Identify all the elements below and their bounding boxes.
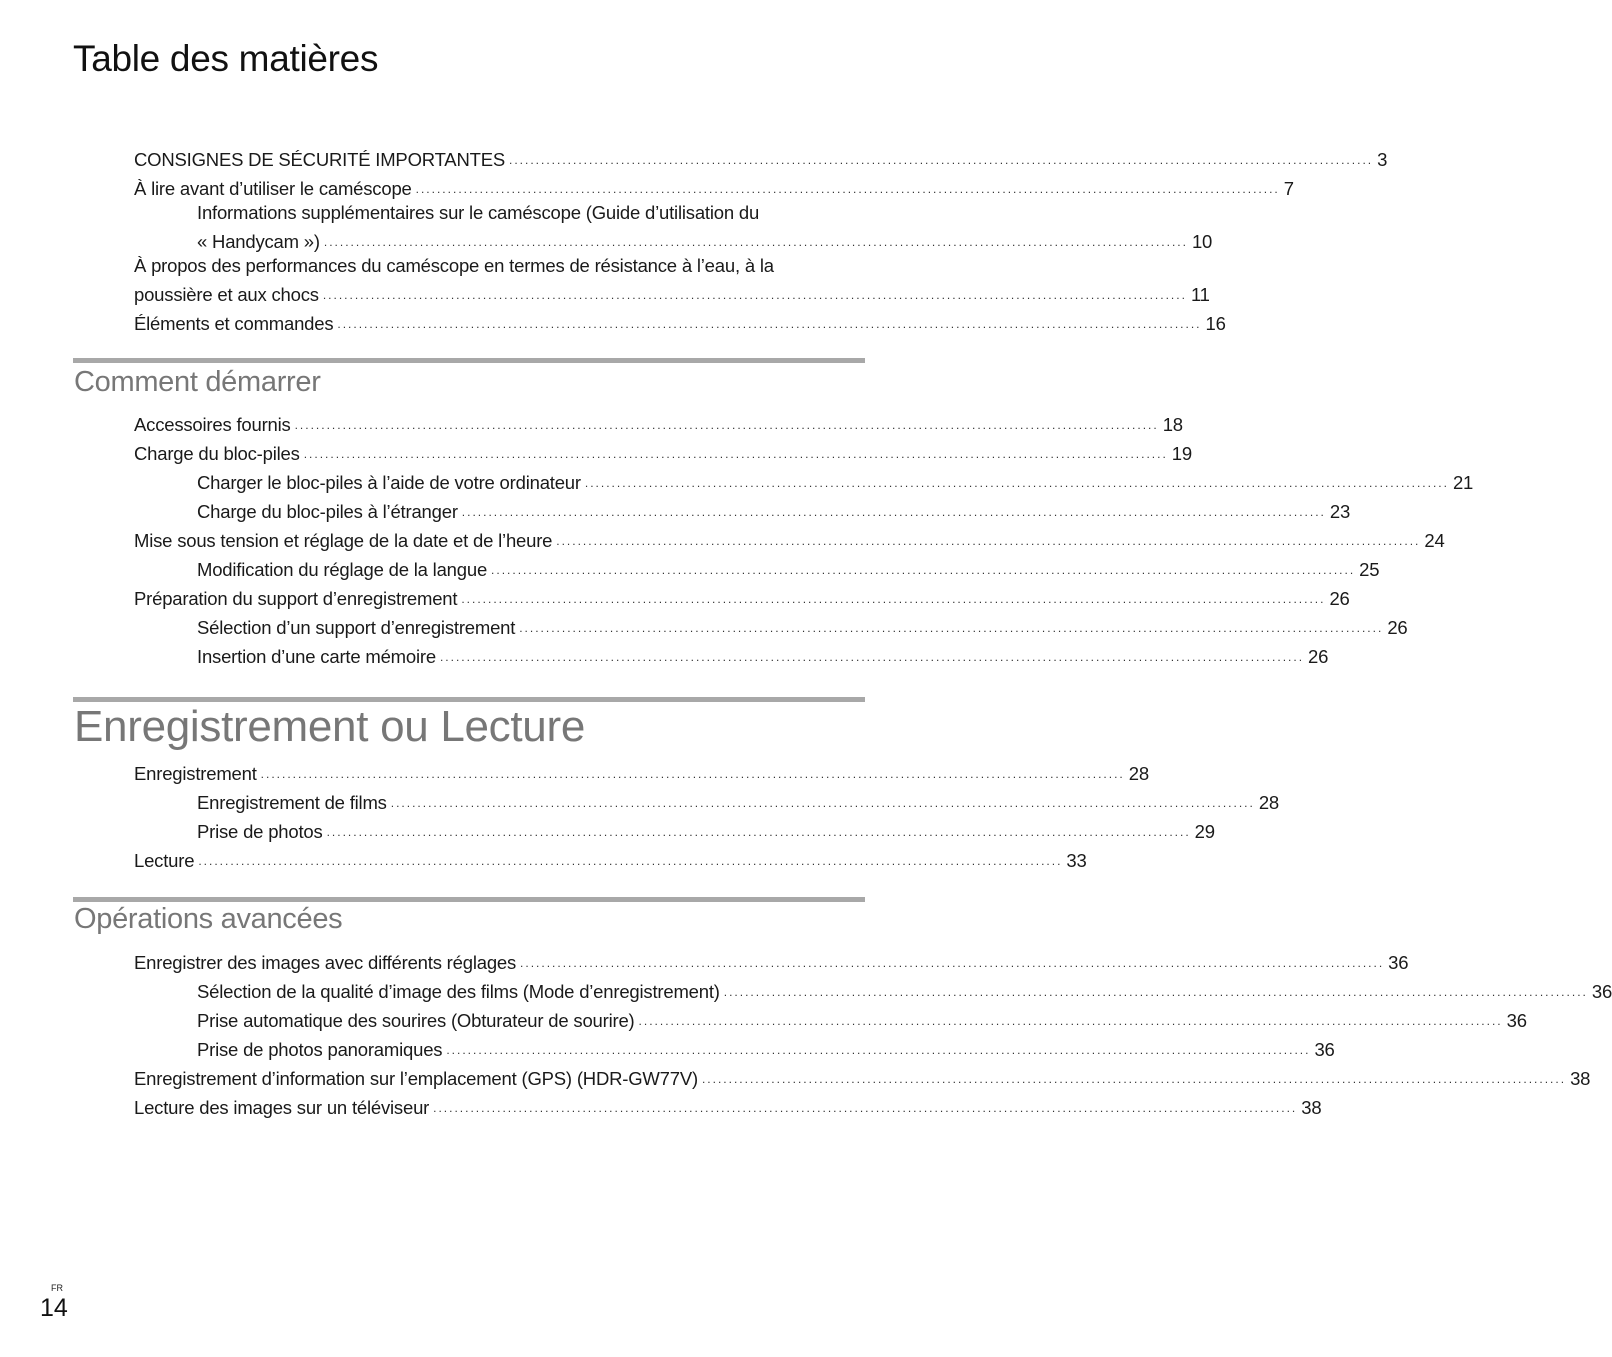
toc-entry-page: 18 (1162, 414, 1183, 435)
toc-entry[interactable] (134, 1004, 1527, 1033)
leader-dots: .................................................................................................................................................................. (323, 235, 1188, 249)
toc-entry[interactable] (134, 437, 1192, 466)
toc-entry-title: Prise de photos panoramiques (197, 1039, 443, 1060)
toc-entry[interactable] (134, 975, 1612, 1004)
section-title: Opérations avancées (74, 903, 343, 935)
leader-dots: .................................................................................................................................................................. (520, 956, 1385, 970)
toc-entry-page: 26 (1329, 588, 1350, 609)
toc-entry[interactable] (134, 524, 1445, 553)
leader-dots: .................................................................................................................................................................. (461, 505, 1326, 519)
toc-entry[interactable] (134, 946, 1409, 975)
leader-dots: .................................................................................................................................................................. (439, 650, 1305, 664)
toc-entry-title: À lire avant d’utiliser le caméscope (134, 178, 412, 199)
toc-entry-title: Enregistrement d’information sur l’emplacement (GPS) (HDR-GW77V) (134, 1068, 698, 1089)
toc-entry[interactable] (134, 1062, 1591, 1091)
toc-entry-page: 23 (1329, 501, 1351, 522)
leader-dots: .................................................................................................................................................................. (519, 621, 1384, 635)
toc-entry[interactable] (134, 582, 1350, 611)
toc-entry-title: Enregistrer des images avec différents réglages (134, 952, 517, 973)
toc-entry-title: Lecture (134, 850, 195, 871)
toc-entry-title: Mise sous tension et réglage de la date et de l’heure (134, 530, 553, 551)
toc-entry-page: 38 (1301, 1097, 1322, 1118)
toc-entry-page: 25 (1359, 559, 1380, 580)
toc-entry-title: CONSIGNES DE SÉCURITÉ IMPORTANTES (134, 149, 505, 170)
toc-entry-title: Lecture des images sur un téléviseur (134, 1097, 430, 1118)
leader-dots: .................................................................................................................................................................. (326, 825, 1191, 839)
toc-entry[interactable] (134, 844, 1087, 873)
footer-language-code: FR (51, 1283, 63, 1293)
toc-entry-page: 24 (1424, 530, 1445, 551)
toc-entry-page: 28 (1128, 763, 1149, 784)
toc-entry-title: Insertion d’une carte mémoire (197, 646, 436, 667)
toc-entry-page: 7 (1283, 178, 1294, 199)
toc-entry[interactable] (134, 1091, 1322, 1120)
leader-dots: .................................................................................................................................................................. (322, 288, 1187, 302)
toc-entry[interactable] (134, 172, 1294, 201)
toc-entry[interactable] (134, 408, 1183, 437)
toc-entry[interactable] (134, 254, 1210, 307)
toc-entry[interactable] (134, 1033, 1335, 1062)
section-title: Comment démarrer (74, 366, 321, 398)
toc-entry-page: 38 (1570, 1068, 1591, 1089)
section-divider (73, 358, 865, 363)
toc-entry-title: Enregistrement (134, 763, 257, 784)
leader-dots: .................................................................................................................................................................. (390, 796, 1255, 810)
toc-entry-page: 29 (1194, 821, 1215, 842)
toc-entry-page: 33 (1066, 850, 1087, 871)
leader-dots: .................................................................................................................................................................. (491, 563, 1356, 577)
toc-entry-title: Modification du réglage de la langue (197, 559, 488, 580)
leader-dots: .................................................................................................................................................................. (509, 153, 1374, 167)
leader-dots: .................................................................................................................................................................. (198, 854, 1063, 868)
toc-entry-title: Informations supplémentaires sur le caméscope (Guide d’utilisation du (197, 202, 760, 223)
toc-entry-page: 36 (1388, 952, 1409, 973)
toc-entry[interactable] (134, 466, 1474, 495)
toc-entry[interactable] (134, 307, 1226, 336)
toc-entry-page: 10 (1191, 231, 1213, 252)
toc-entry-page: 16 (1205, 313, 1226, 334)
leader-dots: .................................................................................................................................................................. (638, 1014, 1503, 1028)
toc-entry-page: 36 (1591, 981, 1612, 1002)
toc-entry-page: 21 (1452, 472, 1474, 493)
toc-entry[interactable] (134, 757, 1149, 786)
leader-dots: .................................................................................................................................................................. (433, 1101, 1298, 1115)
toc-entry-title: Sélection d’un support d’enregistrement (197, 617, 516, 638)
toc-section-operations-avancees (134, 946, 1612, 1120)
toc-entry-title: Prise de photos (197, 821, 323, 842)
toc-entry[interactable] (134, 553, 1380, 582)
toc-intro (134, 143, 1388, 336)
page-number: 14 (40, 1294, 68, 1322)
toc-entry-title: Accessoires fournis (134, 414, 291, 435)
leader-dots: .................................................................................................................................................................. (556, 534, 1421, 548)
toc-section-comment-demarrer (134, 408, 1474, 669)
toc-entry-title: Éléments et commandes (134, 313, 334, 334)
toc-entry-page: 3 (1377, 149, 1388, 170)
toc-entry[interactable] (134, 143, 1388, 172)
leader-dots: .................................................................................................................................................................. (294, 418, 1159, 432)
leader-dots: .................................................................................................................................................................. (415, 182, 1280, 196)
leader-dots: .................................................................................................................................................................. (723, 985, 1588, 999)
toc-entry[interactable] (134, 815, 1215, 844)
toc-entry-title-cont: poussière et aux chocs (134, 284, 319, 305)
toc-section-enregistrement (134, 757, 1280, 873)
toc-entry[interactable] (134, 786, 1280, 815)
toc-entry-page: 11 (1190, 284, 1210, 305)
toc-entry-page: 26 (1308, 646, 1329, 667)
leader-dots: .................................................................................................................................................................. (260, 767, 1125, 781)
section-divider (73, 897, 865, 902)
toc-entry-page: 19 (1171, 443, 1192, 464)
leader-dots: .................................................................................................................................................................. (584, 476, 1449, 490)
leader-dots: .................................................................................................................................................................. (303, 447, 1168, 461)
section-title: Enregistrement ou Lecture (74, 702, 586, 751)
toc-entry[interactable] (134, 611, 1408, 640)
toc-entry-title: Charger le bloc-piles à l’aide de votre ordinateur (197, 472, 581, 493)
leader-dots: .................................................................................................................................................................. (446, 1043, 1311, 1057)
toc-entry-title: Charge du bloc-piles à l’étranger (197, 501, 458, 522)
toc-entry-title-cont: « Handycam ») (197, 231, 320, 252)
leader-dots: .................................................................................................................................................................. (701, 1072, 1567, 1086)
toc-entry[interactable] (134, 201, 1213, 254)
toc-entry-title: Charge du bloc-piles (134, 443, 300, 464)
toc-entry-title: Prise automatique des sourires (Obturateur de sourire) (197, 1010, 635, 1031)
toc-entry-page: 28 (1258, 792, 1280, 813)
toc-entry-page: 36 (1314, 1039, 1335, 1060)
toc-entry-title: À propos des performances du caméscope en termes de résistance à l’eau, à la (134, 255, 774, 276)
page-title: Table des matières (73, 38, 379, 79)
toc-entry-title: Préparation du support d’enregistrement (134, 588, 458, 609)
toc-entry-page: 26 (1387, 617, 1408, 638)
toc-entry[interactable] (134, 640, 1329, 669)
leader-dots: .................................................................................................................................................................. (461, 592, 1326, 606)
leader-dots: .................................................................................................................................................................. (337, 317, 1202, 331)
toc-entry[interactable] (134, 495, 1351, 524)
toc-entry-title: Sélection de la qualité d’image des films (Mode d’enregistrement) (197, 981, 720, 1002)
toc-entry-page: 36 (1506, 1010, 1527, 1031)
toc-entry-title: Enregistrement de films (197, 792, 387, 813)
